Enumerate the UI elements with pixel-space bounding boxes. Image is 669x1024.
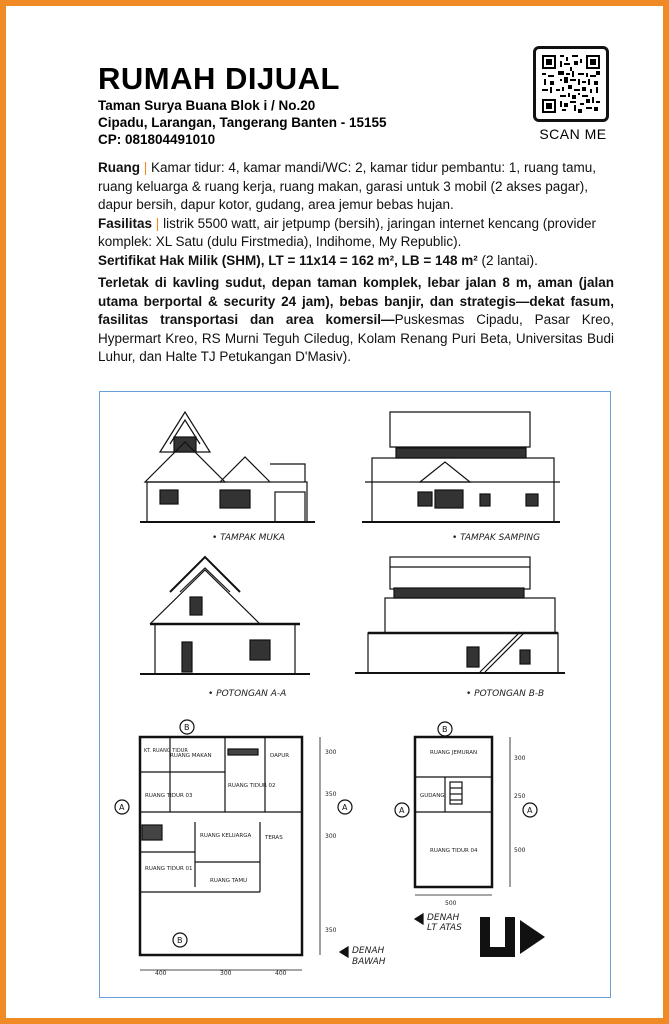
drawing-sketch (100, 392, 609, 996)
property-details (98, 159, 614, 270)
fasilitas-label: Fasilitas (98, 215, 153, 231)
denah-bawah-plan (140, 737, 302, 955)
room-ruang-tidur-01: RUANG TIDUR 01 (145, 866, 193, 872)
room-gudang: GUDANG (420, 793, 445, 799)
room-ruang-tamu: RUANG TAMU (210, 878, 248, 884)
fasilitas-text: listrik 5500 watt, air jetpump (bersih), jaringan internet kencang (provider komplek: XL Satu (dulu Firstmedia), Indihome, My Republic). (98, 215, 597, 249)
label-tampak-samping: • TAMPAK SAMPING (452, 533, 541, 543)
dim-6: 300 (220, 970, 232, 977)
tampak-samping-elevation (362, 412, 560, 522)
dim-u3: 500 (514, 847, 526, 854)
dim-4: 350 (325, 927, 337, 934)
tampak-muka-elevation (140, 412, 315, 522)
marker-a-upper-right: A (527, 806, 533, 815)
dim-u1: 300 (514, 755, 526, 762)
sertifikat-text: Sertifikat Hak Milik (SHM), LT = 11x14 = 162 m², LB = 148 m² (98, 252, 478, 268)
marker-a-upper-left: A (399, 806, 405, 815)
ruang-label: Ruang (98, 160, 140, 175)
room-ruang-tidur-02: RUANG TIDUR 02 (228, 783, 276, 789)
room-ruang-keluarga: RUANG KELUARGA (200, 833, 252, 839)
dim-2: 350 (325, 791, 337, 798)
room-kt-pembantu: KT. RUANG TIDUR (144, 748, 188, 754)
potongan-bb-section (355, 557, 565, 673)
dim-1: 300 (325, 749, 337, 756)
address-line-1: Taman Surya Buana Blok i / No.20 (98, 98, 316, 113)
qr-code-icon[interactable] (533, 46, 609, 122)
location-bold: Terletak di kavling sudut, depan taman komplek, lebar jalan 8 m, aman (jalan utama berportal & security 24 jam), bebas banjir, dan strategis—dekat fasum, fasilitas transportasi dan area komersil— (98, 275, 614, 327)
qr-pattern (542, 55, 600, 113)
label-denah-bawah-2: BAWAH (352, 957, 386, 967)
room-ruang-tidur-03: RUANG TIDUR 03 (145, 793, 193, 799)
room-dapur: DAPUR (270, 753, 290, 759)
location-normal: Puskesmas Cipadu, Pasar Kreo, Hypermart Kreo, RS Murni Teguh Ciledug, Kolam Renang Puri Beta, Universitas Budi Luhur, dan Halte TJ Petukangan D'Masiv). (98, 312, 614, 364)
marker-b-upper: B (442, 725, 448, 734)
label-tampak-muka: • TAMPAK MUKA (212, 533, 286, 543)
room-ruang-jemuran: RUANG JEMURAN (430, 750, 478, 756)
contact-phone[interactable]: CP: 081804491010 (98, 132, 216, 147)
sertifikat-tail: (2 lantai). (481, 252, 538, 268)
separator: | (143, 160, 148, 175)
marker-a-left: A (119, 803, 125, 812)
label-denah-atas-2: LT ATAS (427, 923, 462, 933)
dim-5: 400 (155, 970, 167, 977)
room-teras: TERAS (265, 835, 283, 841)
dim-u4: 500 (445, 900, 457, 907)
address-block (98, 97, 387, 148)
ruang-text: Kamar tidur: 4, kamar mandi/WC: 2, kamar tidur pembantu: 1, ruang tamu, ruang keluarga & ruang kerja, ruang makan, garasi untuk 3 mobil (2 akses pagar), dapur bersih, dapur kotor, gudang, area jemur bebas hujan. (98, 160, 596, 212)
separator: | (155, 215, 160, 231)
qr-caption: SCAN ME (539, 126, 607, 142)
address-line-2: Cipadu, Larangan, Tangerang Banten - 15155 (98, 115, 387, 130)
dim-7: 400 (275, 970, 287, 977)
architectural-drawing (99, 391, 611, 998)
potongan-aa-section (140, 557, 310, 674)
location-description (98, 274, 614, 367)
room-ruang-tidur-04: RUANG TIDUR 04 (430, 848, 478, 854)
page-title: RUMAH DIJUAL (98, 61, 340, 96)
label-denah-bawah-1: DENAH (352, 946, 385, 956)
label-potongan-bb: • POTONGAN B-B (466, 689, 545, 699)
marker-a-right: A (342, 803, 348, 812)
marker-b-bottom: B (177, 936, 183, 945)
denah-atas-plan (415, 737, 510, 895)
label-denah-atas-1: DENAH (427, 913, 460, 923)
marker-b-top: B (184, 723, 190, 732)
room-ruang-makan: RUANG MAKAN (170, 753, 212, 759)
label-potongan-aa: • POTONGAN A-A (208, 689, 287, 699)
dim-3: 300 (325, 833, 337, 840)
dim-u2: 250 (514, 793, 526, 800)
north-arrow-icon (480, 917, 545, 957)
